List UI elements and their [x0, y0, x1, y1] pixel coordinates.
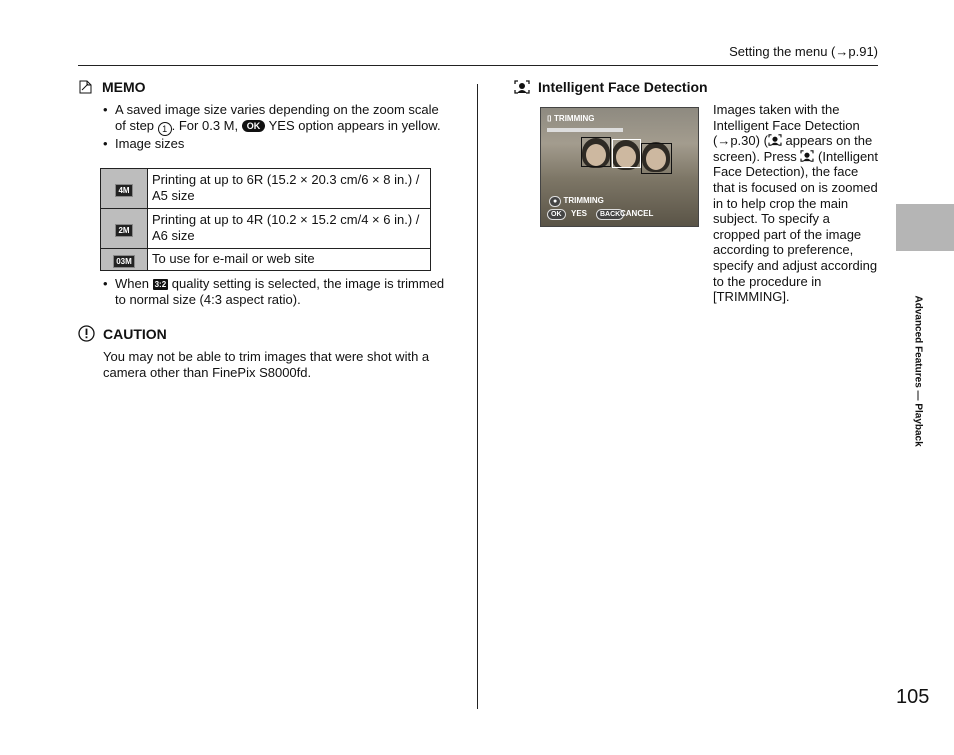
- caution-heading: [78, 325, 167, 342]
- trimming-mid-label: [549, 196, 604, 207]
- size-description: Printing at up to 4R (10.2 × 15.2 cm/4 × 6 in.) / A6 size: [148, 209, 431, 249]
- step-number-icon: 1: [158, 122, 172, 136]
- image-size-table: [100, 168, 431, 271]
- column-divider: [477, 84, 478, 709]
- table-row: [101, 209, 431, 249]
- memo-bullet-zoom-text-a: A saved image size varies depending on the zoom scale of step: [115, 102, 439, 133]
- memo-bullets-2: [103, 276, 448, 307]
- memo-heading: [78, 79, 146, 95]
- ok-button-icon: OK: [242, 120, 266, 132]
- zoom-bar: [547, 128, 623, 132]
- memo-bullets: [103, 102, 448, 152]
- size-description: Printing at up to 6R (15.2 × 20.3 cm/6 × 8 in.) / A5 size: [148, 169, 431, 209]
- trimming-mid-label-text: TRIMMING: [563, 196, 604, 205]
- face-detect-badge-icon: ●: [549, 196, 561, 207]
- ifd-text-c: (Intelligent Face Detection), the face that is focused on is zoomed in to help crop the main subject. To specify a cropped part of the image according to preference, specify and adjust according to the procedure in [TRIMMING].: [713, 148, 879, 305]
- memo-bullet-zoom-text-c: YES option appears in yellow.: [265, 117, 441, 133]
- top-rule: [78, 65, 878, 66]
- memo-bullet-aspect-text-a: When: [115, 276, 153, 291]
- size-icon-cell: [101, 249, 148, 271]
- memo-title: MEMO: [102, 79, 146, 95]
- memo-pencil-icon: [78, 79, 94, 95]
- size-2m-icon: 2M: [115, 224, 132, 237]
- page-number: 105: [896, 686, 930, 708]
- caution-text: You may not be able to trim images that were shot with a camera other than FinePix S8000fd.: [103, 349, 430, 380]
- camera-lcd-screenshot: [540, 107, 699, 227]
- chapter-tab: [896, 204, 954, 251]
- ifd-title: Intelligent Face Detection: [538, 79, 708, 95]
- trimming-top-label-text: TRIMMING: [554, 114, 595, 123]
- size-icon-cell: [101, 169, 148, 209]
- table-row: [101, 249, 431, 271]
- size-03m-icon: 03M: [113, 255, 135, 268]
- caution-icon: [78, 325, 95, 342]
- face-frame-selected: [612, 139, 641, 168]
- memo-bullet-aspect: [103, 276, 448, 307]
- size-icon-cell: [101, 209, 148, 249]
- face-detection-button-icon: [800, 149, 814, 164]
- face-detection-inline-icon: [768, 133, 782, 148]
- trimming-top-label: ⌷ TRIMMING: [547, 114, 595, 123]
- memo-bullet-zoom-text-b: . For 0.3 M,: [171, 117, 242, 133]
- face-detection-icon: [514, 80, 530, 94]
- face-frame: [641, 143, 672, 174]
- ifd-heading: [514, 79, 708, 95]
- memo-bullet-zoom: [103, 102, 448, 136]
- size-description: To use for e-mail or web site: [148, 249, 431, 271]
- ifd-text-a: Images taken with the Intelligent Face Detection (→p.30) (: [713, 102, 860, 149]
- yes-label: YES: [571, 209, 588, 218]
- face-frame: [581, 137, 611, 167]
- chapter-label: Advanced Features — Playback: [912, 295, 924, 447]
- back-pill-icon: BACK: [596, 209, 624, 220]
- cancel-label: CANCEL: [620, 209, 654, 218]
- ifd-text-b: appears on the screen). Press: [713, 133, 873, 164]
- ifd-description: [713, 102, 879, 305]
- memo-bullet-image-sizes: • Image sizes: [103, 136, 448, 152]
- table-row: [101, 169, 431, 209]
- header-reference: Setting the menu (→p.91): [729, 44, 878, 59]
- caution-title: CAUTION: [103, 325, 167, 342]
- size-4m-icon: 4M: [115, 184, 132, 197]
- ok-pill-icon: OK: [547, 209, 566, 220]
- memo-bullet-aspect-text-b: quality setting is selected, the image is trimmed to normal size (4:3 aspect ratio).: [115, 276, 445, 307]
- quality-3-2-icon: 3:2: [154, 280, 167, 289]
